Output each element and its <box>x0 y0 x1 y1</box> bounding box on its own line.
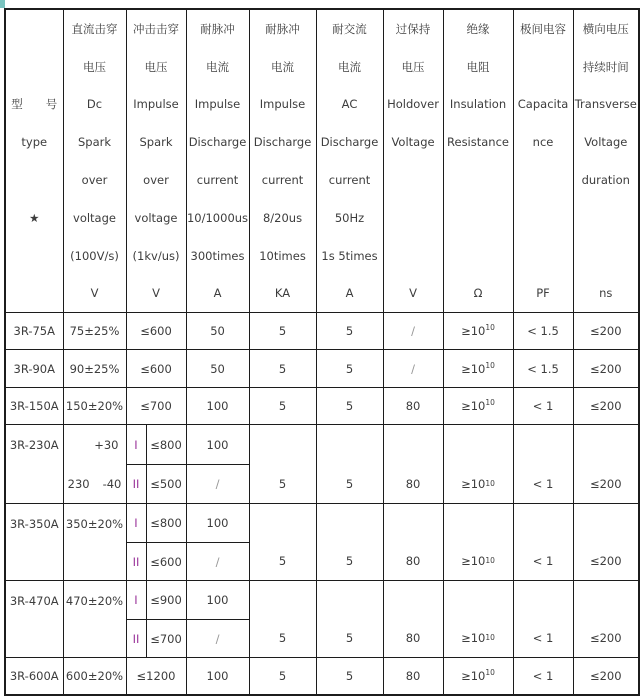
header-line: AC <box>341 97 358 112</box>
header-line: 电流 <box>271 59 295 74</box>
header-line: voltage <box>134 210 178 225</box>
capacitance-cell: < 1.5 <box>513 350 573 388</box>
header-line <box>6 237 63 275</box>
insulation-value: ≥10 <box>461 669 486 684</box>
dc-sparkover-cell: 75±25% <box>63 313 126 350</box>
insulation-value: ≥10 <box>461 476 486 491</box>
pulse-discharge-cell: 5 <box>249 425 316 504</box>
table-row-3r230a-class1 <box>5 425 639 465</box>
header-line: 电阻 <box>466 59 490 74</box>
header-line <box>6 48 63 86</box>
dc-sparkover-cell: 150±20% <box>63 388 126 425</box>
header-line <box>574 237 639 275</box>
holdover-cell: 80 <box>383 425 443 504</box>
transverse-cell: ≤200 <box>573 388 639 425</box>
capacitance-cell: < 1 <box>513 658 573 695</box>
insulation-cell <box>443 388 513 425</box>
impulse-discharge-cell: 50 <box>186 313 249 350</box>
impulse-sparkover-cell: ≤600 <box>146 543 186 581</box>
impulse-discharge-cell: 100 <box>186 658 249 695</box>
capacitance-cell: < 1 <box>513 388 573 425</box>
dc-nominal: 230 <box>67 476 90 491</box>
insulation-cell: ≥10 10 <box>443 581 513 658</box>
header-line <box>6 161 63 199</box>
pulse-discharge-cell: 5 <box>249 313 316 350</box>
table-row-3r470a-class1 <box>5 581 639 620</box>
header-line: duration <box>581 173 630 188</box>
header-line: Holdover <box>387 97 439 112</box>
header-line: 电压 <box>83 59 106 74</box>
class-label-cell: II <box>126 465 146 504</box>
table-row-3r150a <box>5 388 639 425</box>
pulse-discharge-cell: 5 <box>249 350 316 388</box>
ac-discharge-cell: 5 <box>316 313 383 350</box>
pulse-discharge-cell: 5 <box>249 581 316 658</box>
header-line: 型 号 <box>11 97 58 112</box>
impulse-sparkover-cell: ≤900 <box>146 581 186 620</box>
insulation-exponent: 10 <box>485 361 495 371</box>
spec-table <box>4 8 640 696</box>
transverse-cell: ≤200 <box>573 658 639 695</box>
impulse-sparkover-cell: ≤700 <box>146 620 186 658</box>
insulation-cell <box>443 350 513 388</box>
impulse-sparkover-cell: ≤1200 <box>126 658 186 695</box>
header-col-impulse-discharge <box>186 9 249 313</box>
pulse-discharge-cell: 5 <box>249 388 316 425</box>
header-line <box>444 161 513 199</box>
pulse-discharge-cell: 5 <box>249 658 316 695</box>
transverse-cell: ≤200 <box>573 581 639 658</box>
transverse-cell: ≤200 <box>573 350 639 388</box>
header-line: 10times <box>259 248 306 263</box>
impulse-discharge-cell: 100 <box>186 388 249 425</box>
header-line: 50Hz <box>334 210 365 225</box>
header-line: 过保持 <box>395 21 431 36</box>
header-col-ac-discharge <box>316 9 383 313</box>
impulse-sparkover-cell: ≤500 <box>146 465 186 504</box>
impulse-discharge-cell: 100 <box>186 504 249 543</box>
transverse-cell: ≤200 <box>573 313 639 350</box>
header-line: 电压 <box>401 59 425 74</box>
header-line <box>514 237 573 275</box>
class-label-cell: I <box>126 581 146 620</box>
insulation-value: ≥10 <box>461 324 486 339</box>
holdover-cell: 80 <box>383 504 443 581</box>
model-cell: 3R-90A <box>5 350 63 388</box>
model-cell: 3R-350A <box>5 504 63 581</box>
header-line: over <box>143 173 169 188</box>
insulation-exponent: 10 <box>485 398 495 408</box>
header-line <box>574 199 639 237</box>
header-line: Capacita <box>517 97 569 112</box>
header-line: 直流击穿 <box>71 21 118 36</box>
header-line <box>384 199 443 237</box>
model-cell: 3R-75A <box>5 313 63 350</box>
header-line <box>444 199 513 237</box>
header-line: 8/20us <box>262 210 303 225</box>
holdover-cell: / <box>383 313 443 350</box>
model-cell: 3R-470A <box>5 581 63 658</box>
holdover-cell: / <box>383 350 443 388</box>
insulation-value: ≥10 <box>461 553 486 568</box>
table-row-3r350a-class1 <box>5 504 639 543</box>
header-line: voltage <box>73 210 116 225</box>
impulse-sparkover-cell: ≤800 <box>146 504 186 543</box>
header-line <box>514 48 573 86</box>
header-unit: ns <box>599 286 613 301</box>
header-row <box>5 9 639 313</box>
insulation-cell <box>443 313 513 350</box>
insulation-cell: ≥10 10 <box>443 425 513 504</box>
ac-discharge-cell: 5 <box>316 581 383 658</box>
header-unit: A <box>345 286 354 301</box>
header-line: Impulse <box>259 97 306 112</box>
header-col-capacitance <box>513 9 573 313</box>
header-line: (1kv/us) <box>132 248 180 263</box>
header-line: 冲击击穿 <box>133 21 179 36</box>
header-unit: KA <box>274 286 291 301</box>
dc-sparkover-cell: 470±20% <box>63 581 126 658</box>
header-line: Discharge <box>320 135 379 150</box>
model-cell: 3R-150A <box>5 388 63 425</box>
header-line: Discharge <box>253 135 312 150</box>
class-label-cell: II <box>126 620 146 658</box>
insulation-cell: ≥10 10 <box>443 504 513 581</box>
ac-discharge-cell: 5 <box>316 658 383 695</box>
impulse-sparkover-cell: ≤800 <box>146 425 186 465</box>
dc-tolerance-minus: -40 <box>102 476 122 491</box>
header-col-impulse-sparkover <box>126 9 186 313</box>
header-line: 电流 <box>206 59 230 74</box>
header-line: Insulation <box>449 97 507 112</box>
impulse-discharge-cell: 100 <box>186 425 249 465</box>
header-line <box>6 275 63 313</box>
ac-discharge-cell: 5 <box>316 388 383 425</box>
header-line: Spark <box>77 135 112 150</box>
header-line: 10/1000us <box>186 210 249 225</box>
pulse-discharge-cell: 5 <box>249 504 316 581</box>
insulation-exponent: 10 <box>485 323 495 333</box>
impulse-discharge-cell: / <box>186 465 249 504</box>
header-col-type <box>5 9 63 313</box>
header-line: nce <box>532 135 554 150</box>
header-line <box>384 161 443 199</box>
ac-discharge-cell: 5 <box>316 504 383 581</box>
header-col-holdover <box>383 9 443 313</box>
dc-sparkover-cell: 350±20% <box>63 504 126 581</box>
header-line: current <box>261 173 304 188</box>
impulse-discharge-cell: 50 <box>186 350 249 388</box>
header-line: 耐脉冲 <box>265 21 300 36</box>
dc-sparkover-cell <box>63 425 126 504</box>
impulse-sparkover-cell: ≤600 <box>126 313 186 350</box>
insulation-exponent: 10 <box>485 668 495 678</box>
header-line: Resistance <box>447 135 509 150</box>
capacitance-cell: < 1 <box>513 581 573 658</box>
header-line: Spark <box>139 135 173 150</box>
header-col-pulse-discharge <box>249 9 316 313</box>
impulse-sparkover-cell: ≤600 <box>126 350 186 388</box>
header-line: 横向电压 <box>582 21 629 36</box>
table-row-3r75a <box>5 313 639 350</box>
header-line: Impulse <box>194 97 241 112</box>
ac-discharge-cell: 5 <box>316 350 383 388</box>
header-line: Voltage <box>391 135 435 150</box>
holdover-cell: 80 <box>383 388 443 425</box>
ac-discharge-cell: 5 <box>316 425 383 504</box>
header-line: 电压 <box>144 59 168 74</box>
table-row-3r90a <box>5 350 639 388</box>
header-line: Voltage <box>584 135 628 150</box>
header-line: current <box>328 173 371 188</box>
insulation-value: ≥10 <box>461 630 486 645</box>
header-line: 绝缘 <box>466 21 490 36</box>
header-line: 1s 5times <box>321 248 378 263</box>
star-icon: ★ <box>29 210 40 225</box>
impulse-discharge-cell: / <box>186 620 249 658</box>
header-unit: A <box>213 286 222 301</box>
header-line: 耐交流 <box>332 21 367 36</box>
header-col-transverse <box>573 9 639 313</box>
header-line: Transverse <box>574 97 637 112</box>
impulse-discharge-cell: 100 <box>186 581 249 620</box>
transverse-cell: ≤200 <box>573 425 639 504</box>
transverse-cell: ≤200 <box>573 504 639 581</box>
header-unit: Ω <box>473 286 483 301</box>
dc-sparkover-cell: 600±20% <box>63 658 126 695</box>
header-line <box>514 199 573 237</box>
header-line: 300times <box>190 248 245 263</box>
header-line: 持续时间 <box>582 59 629 74</box>
header-line: 极间电容 <box>520 21 567 36</box>
holdover-cell: 80 <box>383 581 443 658</box>
impulse-discharge-cell: / <box>186 543 249 581</box>
header-line: current <box>196 173 239 188</box>
header-line: 电流 <box>338 59 362 74</box>
header-unit: V <box>152 286 160 301</box>
header-line: 耐脉冲 <box>200 21 235 36</box>
class-label-cell: I <box>126 504 146 543</box>
dc-sparkover-cell: 90±25% <box>63 350 126 388</box>
header-line: over <box>81 173 108 188</box>
model-cell: 3R-230A <box>5 425 63 504</box>
model-cell: 3R-600A <box>5 658 63 695</box>
insulation-value: ≥10 <box>461 399 486 414</box>
table-row-3r600a <box>5 658 639 695</box>
header-line: Impulse <box>133 97 179 112</box>
header-line: type <box>21 135 48 150</box>
class-label-cell: I <box>126 425 146 465</box>
holdover-cell: 80 <box>383 658 443 695</box>
corner-artifact <box>0 0 5 8</box>
insulation-cell <box>443 658 513 695</box>
capacitance-cell: < 1 <box>513 504 573 581</box>
header-col-dc-sparkover <box>63 9 126 313</box>
insulation-value: ≥10 <box>461 361 486 376</box>
impulse-sparkover-cell: ≤700 <box>126 388 186 425</box>
header-col-insulation <box>443 9 513 313</box>
header-line <box>6 10 63 48</box>
capacitance-cell: < 1.5 <box>513 313 573 350</box>
class-label-cell: II <box>126 543 146 581</box>
header-unit: V <box>409 286 417 301</box>
header-line: Dc <box>86 97 103 112</box>
header-unit: PF <box>536 286 550 301</box>
header-line <box>384 237 443 275</box>
header-unit: V <box>90 286 99 301</box>
header-line: (100V/s) <box>70 248 119 263</box>
dc-tolerance-plus: +30 <box>94 437 119 452</box>
header-line <box>444 237 513 275</box>
header-line <box>514 161 573 199</box>
header-line: Discharge <box>188 135 247 150</box>
capacitance-cell: < 1 <box>513 425 573 504</box>
